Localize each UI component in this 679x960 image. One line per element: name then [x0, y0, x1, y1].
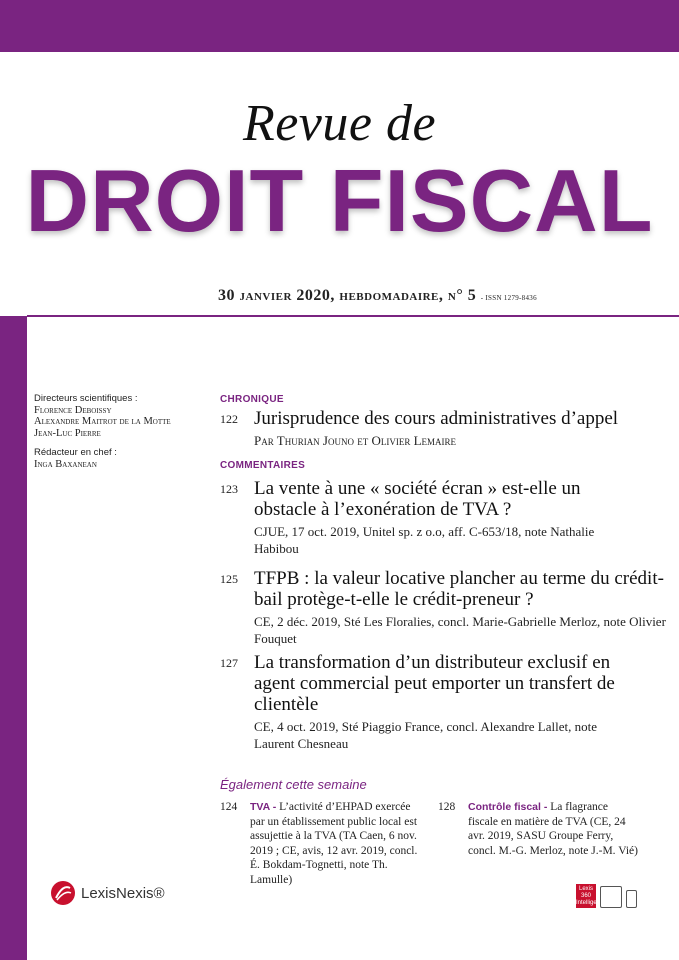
article-meta: Par Thurian Jouno et Olivier Lemaire [254, 433, 457, 448]
phone-icon [626, 890, 637, 908]
brief-number: 124 [220, 801, 238, 813]
section-commentaires: COMMENTAIRES [220, 460, 306, 471]
lexisnexis-logo-icon [50, 880, 76, 906]
brief-number: 128 [438, 801, 456, 813]
publisher-name: LexisNexis® [81, 884, 165, 902]
chief-name: Inga Baxanean [34, 458, 97, 470]
chief-label: Rédacteur en chef : [34, 447, 117, 458]
tablet-icon [600, 886, 622, 908]
directors-label: Directeurs scientifiques : [34, 393, 138, 404]
article-meta: CE, 4 oct. 2019, Sté Piaggio France, concl. Alexandre Lallet, note Laurent Chesneau [254, 719, 597, 751]
editorial-board [34, 393, 214, 470]
issue-info [218, 287, 537, 305]
article-meta: CJUE, 17 oct. 2019, Unitel sp. z o.o, aff. C-653/18, note Nathalie Habibou [254, 524, 595, 556]
issn: - ISSN 1279-8436 [480, 294, 537, 302]
article-title[interactable]: La vente à une « société écran » est-elle un obstacle à l’exonération de TVA ? [254, 478, 581, 520]
director-name: Alexandre Maitrot de la Motte [34, 416, 171, 427]
journal-title-prefix: Revue de [242, 95, 437, 152]
article-item[interactable] [220, 652, 640, 752]
brief-item[interactable] [220, 800, 420, 887]
section-chronique: CHRONIQUE [220, 394, 284, 405]
article-number: 127 [220, 656, 238, 670]
publisher-logo [50, 880, 165, 906]
brief-item[interactable] [438, 800, 638, 858]
brief-text: La flagrance fiscale en matière de TVA (CE, 24 avr. 2019, SASU Groupe Ferry, concl. M.-G. Merloz, note J.-M. Vié) [468, 801, 638, 857]
lexis360-badge: Lexis 360 Intelligence [576, 886, 607, 906]
top-band [0, 0, 679, 52]
article-title[interactable]: TFPB : la valeur locative plancher au terme du crédit-bail protège-t-elle le crédit-preneur ? [254, 568, 664, 610]
brief-category: TVA - [250, 801, 277, 813]
header-rule [27, 315, 679, 317]
director-name: Florence Deboissy [34, 404, 112, 416]
article-number: 125 [220, 572, 238, 586]
article-title[interactable]: Jurisprudence des cours administratives d’appel [254, 408, 619, 429]
brief-category: Contrôle fiscal - [468, 801, 548, 813]
left-band [0, 316, 27, 960]
journal-title: DROIT FISCAL [25, 151, 654, 250]
article-item[interactable] [220, 478, 640, 557]
article-meta: CE, 2 déc. 2019, Sté Les Floralies, concl. Marie-Gabrielle Merloz, note Olivier Fouquet [254, 614, 666, 646]
article-title[interactable]: La transformation d’un distributeur exclusif en agent commercial peut emporter un transfert de clientèle [254, 652, 615, 715]
issue-date: 30 janvier 2020, hebdomadaire, n° 5 [218, 287, 477, 304]
director-name: Jean-Luc Pierre [34, 427, 101, 439]
also-this-week-heading: Également cette semaine [220, 777, 367, 792]
article-item[interactable] [220, 408, 670, 449]
article-item[interactable] [220, 568, 670, 647]
article-number: 122 [220, 412, 238, 426]
brief-text: L’activité d’EHPAD exercée par un établissement public local est assujettie à la TVA (TA Caen, 6 nov. 2019 ; CE, avis, 12 avr. 2019, concl. É. Bokdam-Tognetti, note Th. Lamulle) [250, 801, 418, 886]
article-number: 123 [220, 482, 238, 496]
